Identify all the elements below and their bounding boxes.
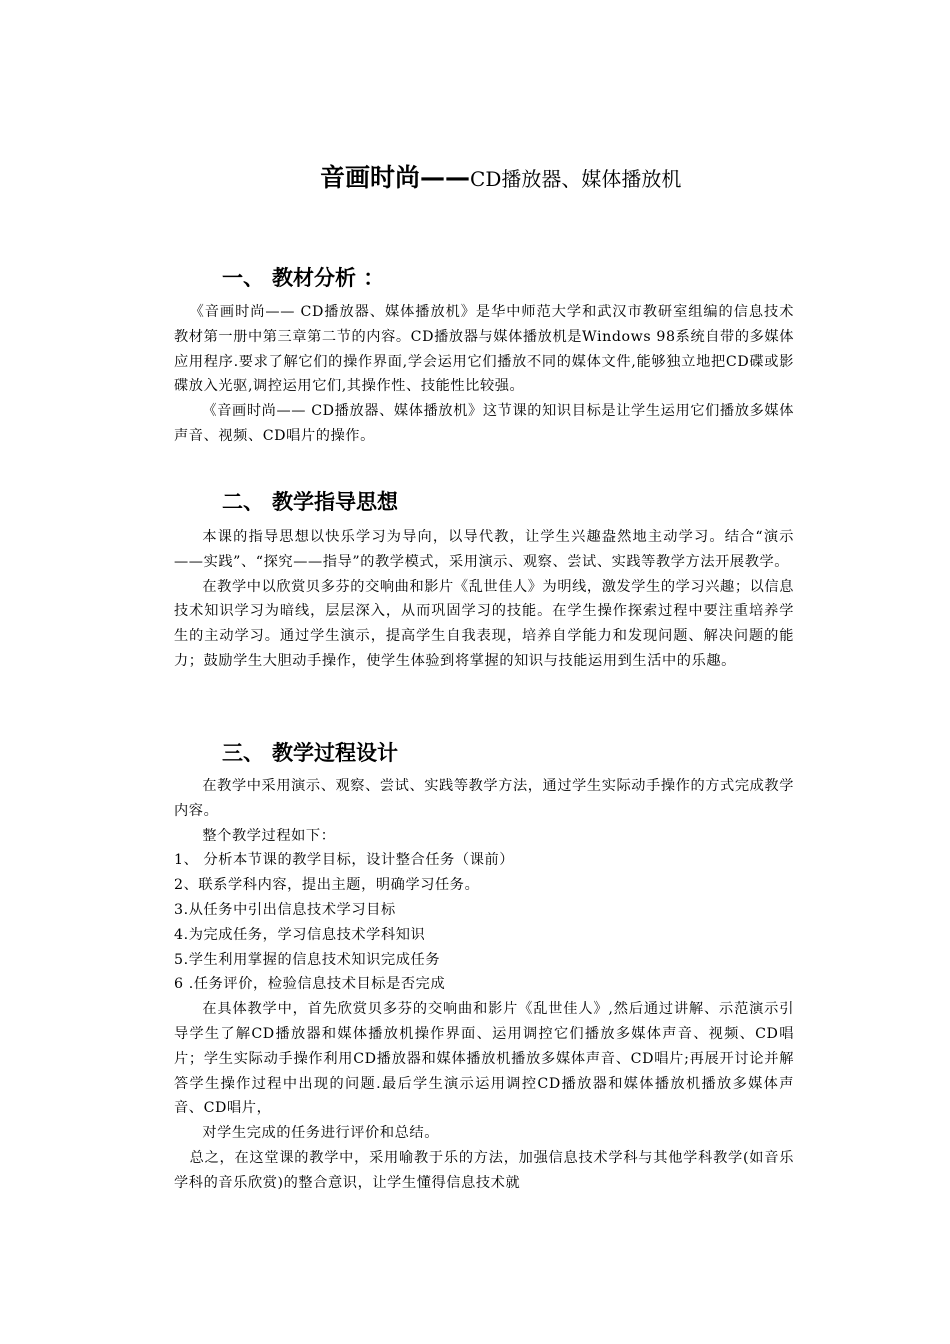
section-body-2 bbox=[174, 525, 794, 674]
section-heading-text: 教学指导思想 bbox=[272, 490, 398, 514]
list-item: 3.从任务中引出信息技术学习目标 bbox=[174, 901, 396, 918]
paragraph: 在教学中以欣赏贝多芬的交响曲和影片《乱世佳人》为明线，激发学生的学习兴趣；以信息技术知识学习为暗线，层层深入，从而巩固学习的技能。在学生操作探索过程中要注重培养学生的主动学习。通过学生演示，提高学生自我表现，培养自学能力和发现问题、解决问题的能力；鼓励学生大胆动手操作，使学生体验到将掌握的知识与技能运用到生活中的乐趣。 bbox=[174, 578, 794, 669]
paragraph: 在具体教学中，首先欣赏贝多芬的交响曲和影片《乱世佳人》,然后通过讲解、示范演示引导学生了解CD播放器和媒体播放机操作界面、运用调控它们播放多媒体声音、视频、CD唱片；学生实际动手操作利用CD播放器和媒体播放机播放多媒体声音、CD唱片;再展开讨论并解答学生操作过程中出现的问题.最后学生演示运用调控CD播放器和媒体播放机播放多媒体声音、CD唱片， bbox=[174, 1001, 794, 1117]
section-heading-2 bbox=[222, 486, 398, 518]
paragraph: 本课的指导思想以快乐学习为导向，以导代教，让学生兴趣盎然地主动学习。结合“演示——实践”、“探究——指导”的教学模式，采用演示、观察、尝试、实践等教学方法开展教学。 bbox=[174, 529, 794, 570]
list-item: 4.为完成任务，学习信息技术学科知识 bbox=[174, 926, 426, 943]
paragraph: 对学生完成的任务进行评价和总结。 bbox=[202, 1125, 439, 1142]
section-heading-1 bbox=[222, 262, 384, 294]
paragraph: 《音画时尚—— CD播放器、媒体播放机》这节课的知识目标是让学生运用它们播放多媒体声音、视频、CD唱片的操作。 bbox=[174, 403, 794, 444]
section-body-3 bbox=[174, 774, 794, 1196]
title-sub: CD播放器、媒体播放机 bbox=[470, 167, 682, 191]
paragraph: 整个教学过程如下： bbox=[202, 827, 336, 844]
paragraph: 在教学中采用演示、观察、尝试、实践等教学方法，通过学生实际动手操作的方式完成教学内容。 bbox=[174, 778, 794, 819]
section-body-1 bbox=[174, 300, 794, 449]
list-item: 5.学生利用掌握的信息技术知识完成任务 bbox=[174, 951, 441, 968]
document-title bbox=[320, 160, 880, 197]
section-number: 二、 bbox=[222, 490, 264, 514]
title-main: 音画时尚—— bbox=[320, 163, 471, 192]
paragraph: 总之，在这堂课的教学中，采用喻教于乐的方法，加强信息技术学科与其他学科教学(如音乐学科的音乐欣赏)的整合意识，让学生懂得信息技术就 bbox=[174, 1149, 794, 1191]
list-item: 1、 分析本节课的教学目标，设计整合任务（课前） bbox=[174, 852, 515, 869]
section-heading-text: 教学过程设计 bbox=[272, 741, 398, 765]
paragraph: 《音画时尚—— CD播放器、媒体播放机》是华中师范大学和武汉市教研室组编的信息技术教材第一册中第三章第二节的内容。CD播放器与媒体播放机是Windows 98系统自带的多媒体应用程序.要求了解它们的操作界面,学会运用它们播放不同的媒体文件,能够独立地把CD碟或影碟放入光驱,调控运用它们,其操作性、技能性比较强。 bbox=[174, 304, 794, 395]
list-item: 2、联系学科内容，提出主题，明确学习任务。 bbox=[174, 877, 480, 894]
list-item: 6 .任务评价，检验信息技术目标是否完成 bbox=[174, 976, 446, 993]
section-number: 一、 bbox=[222, 266, 264, 290]
section-number: 三、 bbox=[222, 741, 264, 765]
section-heading-text: 教材分析 ： bbox=[272, 266, 385, 290]
section-heading-3 bbox=[222, 737, 398, 769]
